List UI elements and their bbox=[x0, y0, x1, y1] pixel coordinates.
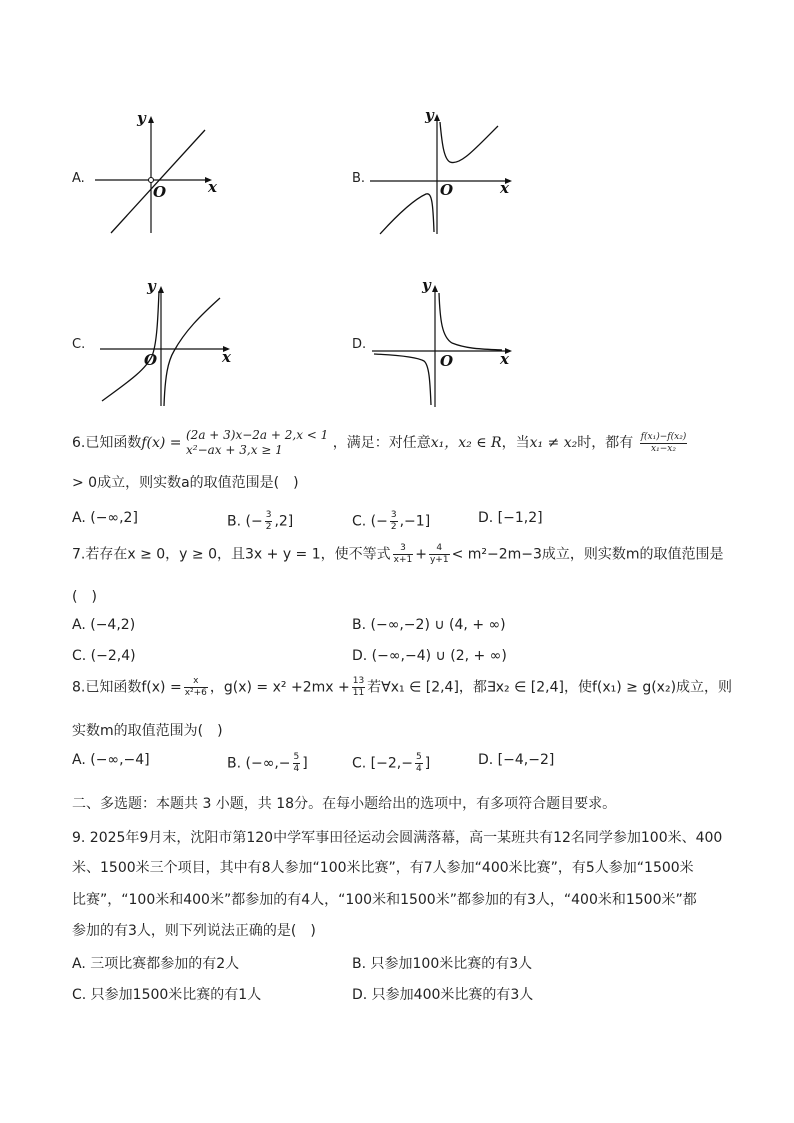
graph-a-origin-label: O bbox=[153, 183, 167, 201]
q7-paren: ( ) bbox=[72, 589, 97, 605]
q8-line1 bbox=[72, 676, 732, 699]
q8-frac-f: $\frac{x}{\text{x²+6}}$ bbox=[184, 676, 207, 698]
q8-text2: ，g(x) = x² +2mx + bbox=[209, 679, 350, 696]
q7-frac2: $\frac{4}{y+1}$ bbox=[429, 543, 449, 565]
q6-option-d: D. [−1,2] bbox=[478, 510, 543, 526]
q9-option-a: A. 三项比赛都参加的有2人 bbox=[72, 956, 240, 972]
q6-piece2: x²−ax + 3,x ≥ 1 bbox=[186, 443, 283, 457]
q9-option-b: B. 只参加100米比赛的有3人 bbox=[352, 956, 533, 972]
q7-option-c: C. (−2,4) bbox=[72, 648, 136, 664]
graph-option-a-label: A. bbox=[72, 171, 85, 186]
q7-line1: 7.若存在x ≥ 0，y ≥ 0，且3x + y = 1，使不等式 $\frac{3}{x+1}$ + $\frac{4}{y+1}$ < m²−2m−3成立，则实数m的取值范围是 bbox=[72, 543, 724, 565]
q9-option-c: C. 只参加1500米比赛的有1人 bbox=[72, 987, 262, 1003]
q8-option-b: B. (−∞,− $\frac{5}{4}$ ] bbox=[227, 752, 308, 774]
graph-option-c-label: C. bbox=[72, 337, 86, 352]
q8-option-a: A. (−∞,−4] bbox=[72, 752, 150, 768]
graph-c bbox=[100, 276, 240, 411]
q8-text1: 8.已知函数f(x) = bbox=[72, 679, 182, 696]
q6-piece1: (2a + 3)x−2a + 2,x < 1 bbox=[186, 428, 329, 442]
q8-option-c: C. [−2,− $\frac{5}{4}$ ] bbox=[352, 752, 431, 774]
q6-frac-num: f(x₁)−f(x₂) bbox=[640, 431, 687, 442]
q6-frac-den: x₁−x₂ bbox=[651, 443, 676, 454]
graph-a bbox=[95, 108, 225, 238]
q6-option-a: A. (−∞,2] bbox=[72, 510, 138, 526]
q7-text1: 7.若存在x ≥ 0，y ≥ 0，且3x + y = 1，使不等式 bbox=[72, 546, 391, 563]
q8-text3: 若∀x₁ ∈ [2,4]，都∃x₂ ∈ [2,4]，使f(x₁) ≥ g(x₂)成立，则 bbox=[367, 679, 733, 696]
q6-line2: > 0成立，则实数a的取值范围是( ) bbox=[72, 475, 299, 491]
q7-text2: < m²−2m−3成立，则实数m的取值范围是 bbox=[451, 546, 724, 563]
graph-c-origin-label: O bbox=[144, 351, 158, 369]
q8-option-d: D. [−4,−2] bbox=[478, 752, 555, 768]
q7-option-b: B. (−∞,−2) ∪ (4, + ∞) bbox=[352, 617, 506, 633]
q9-line1: 9. 2025年9月末，沈阳市第120中学军事田径运动会圆满落幕，高一某班共有12名同学参加100米、400 bbox=[72, 830, 723, 846]
q6-cond3: 时，都有 bbox=[577, 435, 634, 451]
graph-b-y-label: y bbox=[425, 106, 434, 124]
q6-lead: 已知函数 bbox=[85, 435, 142, 451]
q7-option-a: A. (−4,2) bbox=[72, 617, 136, 633]
section-2-heading: 二、多选题：本题共 3 小题，共 18分。在每小题给出的选项中，有多项符合题目要求。 bbox=[72, 796, 617, 812]
q6-number: 6. bbox=[72, 435, 86, 451]
graph-option-d-label: D. bbox=[352, 337, 367, 352]
graph-d bbox=[372, 275, 522, 410]
graph-d-origin-label: O bbox=[440, 352, 454, 370]
q9-line2: 米、1500米三个项目，其中有8人参加“100米比赛”，有7人参加“400米比赛”，有5人参加“1500米 bbox=[72, 860, 694, 876]
q6-cond2: ，当 bbox=[501, 435, 530, 451]
graph-c-x-label: x bbox=[222, 348, 231, 366]
q8-line2: 实数m的取值范围为( ) bbox=[72, 723, 223, 739]
q8-frac-g: $\frac{13}{11}$ bbox=[352, 676, 365, 698]
q6-cond: ，满足：对任意 bbox=[332, 435, 431, 451]
graph-d-y-label: y bbox=[422, 276, 431, 294]
q9-option-d: D. 只参加400米比赛的有3人 bbox=[352, 987, 534, 1003]
graph-a-x-label: x bbox=[208, 178, 217, 196]
q7-option-d: D. (−∞,−4) ∪ (2, + ∞) bbox=[352, 648, 507, 664]
q6-option-c: C. (− $\frac{3}{2}$ ,−1] bbox=[352, 510, 431, 532]
graph-d-x-label: x bbox=[500, 350, 509, 368]
q9-line3: 比赛”，“100米和400米”都参加的有4人，“100米和1500米”都参加的有3人，“400米和1500米”都 bbox=[72, 892, 697, 908]
q6-neq: x₁ ≠ x₂ bbox=[529, 435, 578, 451]
q6-fx: f(x) = bbox=[141, 435, 182, 451]
graph-option-b-label: B. bbox=[352, 171, 366, 186]
graph-b bbox=[370, 104, 520, 239]
graph-b-x-label: x bbox=[500, 179, 509, 197]
graph-a-y-label: y bbox=[137, 109, 146, 127]
q6-line1 bbox=[72, 428, 689, 458]
q6-piecewise bbox=[186, 428, 328, 458]
q9-line4: 参加的有3人，则下列说法正确的是( ) bbox=[72, 923, 316, 939]
graph-c-y-label: y bbox=[147, 277, 156, 295]
q6-option-b: B. (− $\frac{3}{2}$ ,2] bbox=[227, 510, 294, 532]
graph-b-origin-label: O bbox=[440, 181, 454, 199]
q6-fraction bbox=[640, 432, 688, 455]
q7-frac1: $\frac{3}{x+1}$ bbox=[393, 543, 413, 565]
q6-vars: x₁，x₂ ∈ R bbox=[430, 435, 502, 451]
